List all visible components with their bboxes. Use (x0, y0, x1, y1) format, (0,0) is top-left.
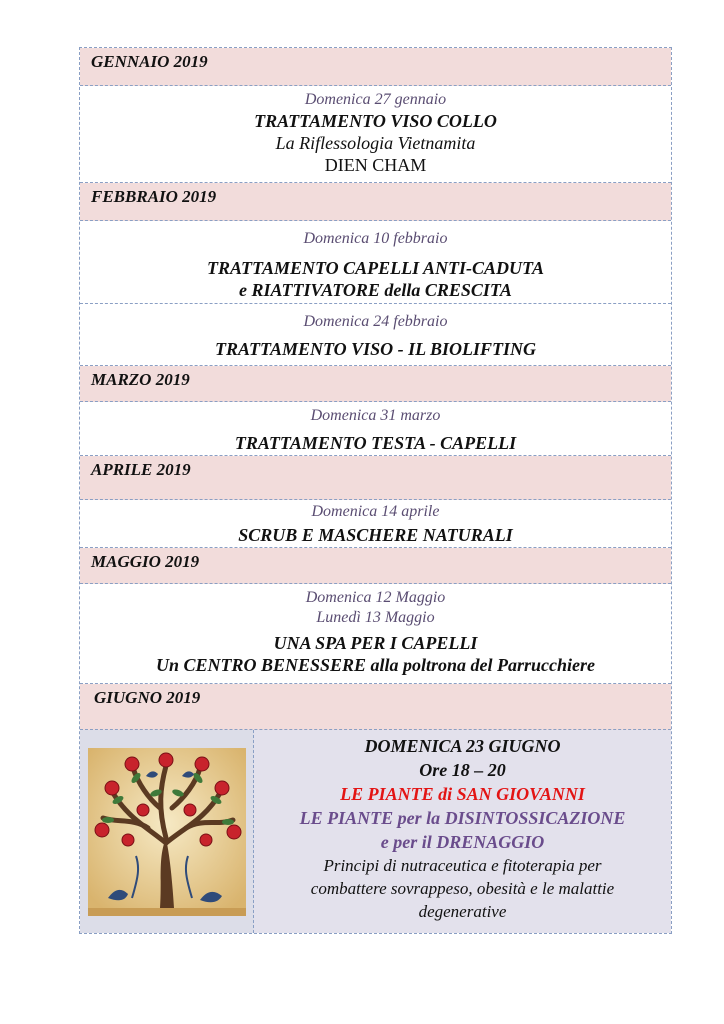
event-title: TRATTAMENTO VISO COLLO (254, 111, 497, 131)
event-description-3: degenerative (418, 902, 507, 921)
event-title-2: e RIATTIVATORE della CRESCITA (239, 280, 512, 300)
event-description-1: Principi di nutraceutica e fitoterapia per (323, 856, 602, 875)
event-title-2: Un CENTRO BENESSERE alla poltrona del Parrucchiere (155, 655, 596, 675)
event-subtitle: La Riflessologia Vietnamita (275, 133, 476, 153)
event-apr14 (80, 500, 671, 548)
event-date: Domenica 14 aprile (311, 503, 440, 520)
event-date: Domenica 27 gennaio (304, 91, 447, 108)
event-title: TRATTAMENTO CAPELLI ANTI-CADUTA (206, 258, 545, 278)
month-label: GENNAIO 2019 (91, 52, 208, 71)
event-title: TRATTAMENTO VISO - IL BIOLIFTING (214, 339, 537, 359)
month-header-gennaio (80, 48, 671, 86)
event-title: SCRUB E MASCHERE NATURALI (238, 525, 513, 545)
tree-of-life-image-cell (80, 730, 254, 933)
event-date-2: Lunedì 13 Maggio (316, 609, 435, 626)
event-details (254, 730, 671, 933)
tree-of-life-illustration (88, 748, 246, 916)
event-date: Domenica 10 febbraio (303, 230, 448, 247)
month-label: APRILE 2019 (91, 460, 191, 479)
event-feb10 (80, 221, 671, 304)
event-date: Domenica 24 febbraio (303, 313, 448, 330)
event-jun23 (80, 730, 671, 933)
event-time: Ore 18 – 20 (419, 760, 506, 780)
event-mar31 (80, 402, 671, 456)
event-date: DOMENICA 23 GIUGNO (364, 736, 561, 756)
event-may12 (80, 584, 671, 684)
event-schedule-table (79, 47, 672, 934)
month-header-marzo (80, 366, 671, 402)
month-header-giugno (80, 684, 671, 730)
month-label: MARZO 2019 (91, 370, 190, 389)
month-header-maggio (80, 548, 671, 584)
event-feb24 (80, 304, 671, 366)
event-date: Domenica 31 marzo (310, 407, 441, 424)
event-description-2: combattere sovrappeso, obesità e le malattie (310, 879, 615, 898)
event-title-purple-2: e per il DRENAGGIO (380, 832, 545, 852)
event-title-red: LE PIANTE di SAN GIOVANNI (340, 784, 585, 804)
month-label: FEBBRAIO 2019 (91, 187, 217, 206)
month-label: MAGGIO 2019 (91, 552, 200, 571)
event-title: UNA SPA PER I CAPELLI (273, 633, 478, 653)
month-header-aprile (80, 456, 671, 500)
event-title-purple: LE PIANTE per la DISINTOSSICAZIONE (299, 808, 626, 828)
event-date: Domenica 12 Maggio (305, 589, 446, 606)
month-label: GIUGNO 2019 (94, 688, 201, 707)
event-subtitle-2: DIEN CHAM (324, 155, 427, 175)
event-jan27 (80, 86, 671, 183)
event-title: TRATTAMENTO TESTA - CAPELLI (234, 433, 517, 453)
month-header-febbraio (80, 183, 671, 221)
